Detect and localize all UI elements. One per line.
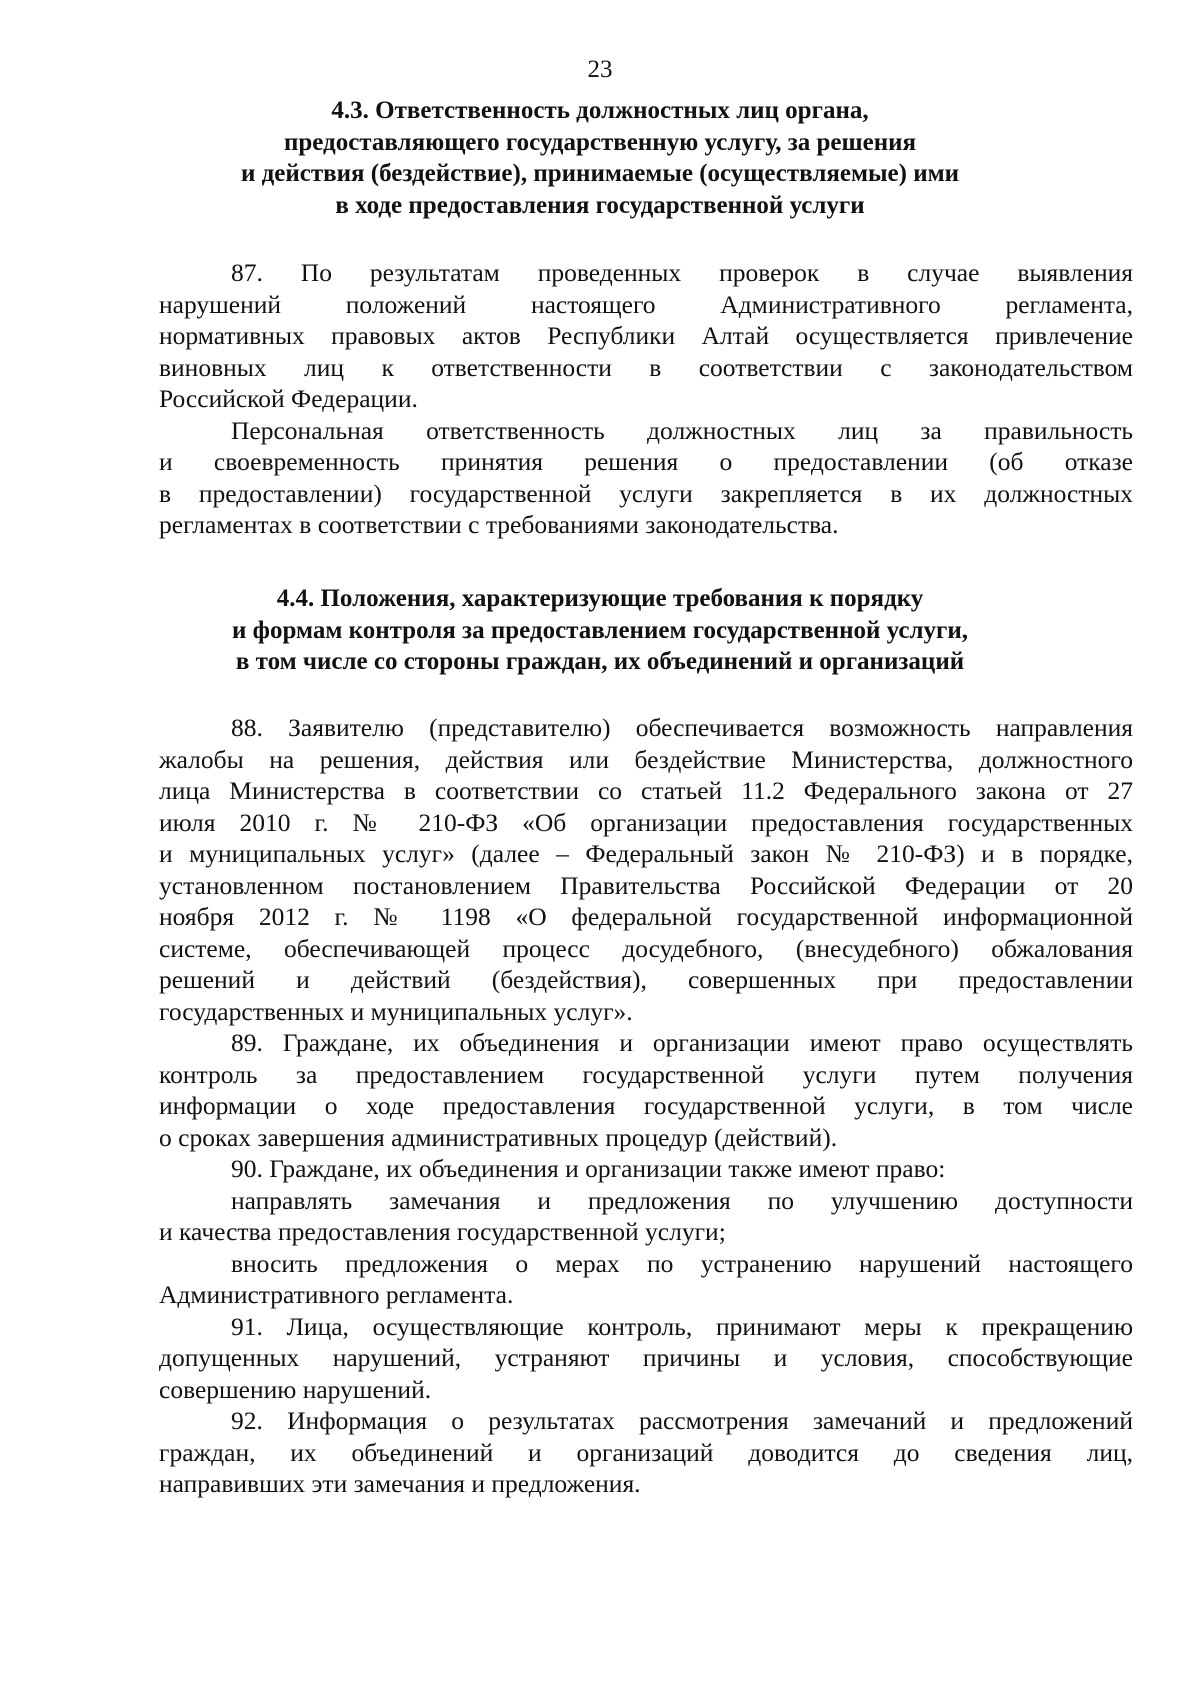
paragraph-line: 87. По результатам проведенных проверок в случае выявления bbox=[231, 258, 1133, 287]
paragraph-line: вносить предложения о мерах по устранению нарушений настоящего bbox=[231, 1248, 1133, 1278]
paragraph-line: решений и действий (бездействия), совершенных при предоставлении bbox=[159, 965, 1133, 994]
paragraph-line: Российской Федерации. bbox=[159, 384, 418, 413]
paragraph bbox=[159, 1405, 1133, 1500]
section-4-4-body bbox=[159, 712, 1133, 1500]
paragraph-line: июля 2010 г. № 210-ФЗ «Об организации предоставления государственных bbox=[159, 807, 1133, 837]
paragraph-line: в предоставлении) государственной услуги закрепляется в их должностных bbox=[159, 478, 1133, 508]
heading-line: и формам контроля за предоставлением государственной услуги, bbox=[232, 616, 968, 644]
paragraph-line: 90. Граждане, их объединения и организации также имеют право: bbox=[231, 1154, 946, 1183]
paragraph-line: Административного регламента. bbox=[159, 1280, 514, 1309]
paragraph bbox=[159, 1311, 1133, 1406]
paragraph-line: жалобы на решения, действия или бездействие Министерства, должностного bbox=[159, 744, 1133, 774]
paragraph-line: совершению нарушений. bbox=[159, 1374, 432, 1404]
paragraph-line: регламентах в соответствии с требованиями законодательства. bbox=[159, 510, 839, 539]
paragraph-line: направивших эти замечания и предложения. bbox=[159, 1469, 641, 1498]
paragraph-line: лица Министерства в соответствии со статьей 11.2 Федерального закона от 27 bbox=[159, 776, 1133, 805]
section-4-3-body bbox=[159, 257, 1133, 541]
heading-line: в ходе предоставления государственной услуги bbox=[335, 191, 865, 219]
paragraph-line: виновных лиц к ответственности в соответствии с законодательством bbox=[159, 352, 1133, 382]
paragraph-line: и качества предоставления государственной услуги; bbox=[159, 1217, 726, 1246]
paragraph-line: и своевременность принятия решения о предоставлении (об отказе bbox=[159, 447, 1133, 476]
paragraph-line: 88. Заявителю (представителю) обеспечивается возможность направления bbox=[231, 713, 1133, 742]
paragraph bbox=[159, 257, 1133, 415]
paragraph-line: контроль за предоставлением государственной услуги путем получения bbox=[159, 1059, 1133, 1089]
paragraph bbox=[159, 1153, 1133, 1185]
paragraph bbox=[159, 415, 1133, 541]
paragraph-line: направлять замечания и предложения по улучшению доступности bbox=[231, 1185, 1133, 1215]
paragraph-line: Персональная ответственность должностных лиц за правильность bbox=[231, 415, 1133, 445]
paragraph-line: о сроках завершения административных процедур (действий). bbox=[159, 1122, 838, 1152]
paragraph-line: установленном постановлением Правительства Российской Федерации от 20 bbox=[159, 870, 1133, 900]
paragraph bbox=[159, 1248, 1133, 1311]
heading-line: 4.3. Ответственность должностных лиц органа, bbox=[331, 97, 869, 124]
paragraph-line: и муниципальных услуг» (далее – Федеральный закон № 210-ФЗ) и в порядке, bbox=[159, 839, 1133, 868]
page-number: 23 bbox=[587, 56, 613, 83]
paragraph bbox=[159, 712, 1133, 1027]
paragraph-line: государственных и муниципальных услуг». bbox=[159, 996, 633, 1026]
paragraph-line: ноября 2012 г. № 1198 «О федеральной государственной информационной bbox=[159, 902, 1133, 931]
heading-line: предоставляющего государственную услугу, за решения bbox=[283, 128, 917, 156]
paragraph-line: 92. Информация о результатах рассмотрения замечаний и предложений bbox=[231, 1406, 1133, 1435]
paragraph-line: системе, обеспечивающей процесс досудебного, (внесудебного) обжалования bbox=[159, 933, 1133, 963]
paragraph-line: 89. Граждане, их объединения и организации имеют право осуществлять bbox=[231, 1028, 1133, 1057]
paragraph-line: допущенных нарушений, устраняют причины и условия, способствующие bbox=[159, 1343, 1133, 1372]
section-4-3-heading bbox=[150, 95, 1050, 221]
paragraph-line: 91. Лица, осуществляющие контроль, принимают меры к прекращению bbox=[231, 1311, 1133, 1341]
paragraph-line: нарушений положений настоящего Административного регламента, bbox=[159, 289, 1133, 319]
paragraph-line: граждан, их объединений и организаций доводится до сведения лиц, bbox=[159, 1437, 1133, 1467]
heading-line: 4.4. Положения, характеризующие требования к порядку bbox=[276, 585, 924, 612]
paragraph bbox=[159, 1185, 1133, 1248]
paragraph-line: информации о ходе предоставления государственной услуги, в том числе bbox=[159, 1091, 1133, 1120]
heading-line: в том числе со стороны граждан, их объединений и организаций bbox=[235, 648, 965, 675]
section-4-4-heading bbox=[150, 583, 1050, 678]
heading-line: и действия (бездействие), принимаемые (осуществляемые) ими bbox=[240, 160, 960, 187]
paragraph bbox=[159, 1027, 1133, 1153]
paragraph-line: нормативных правовых актов Республики Алтай осуществляется привлечение bbox=[159, 321, 1133, 350]
